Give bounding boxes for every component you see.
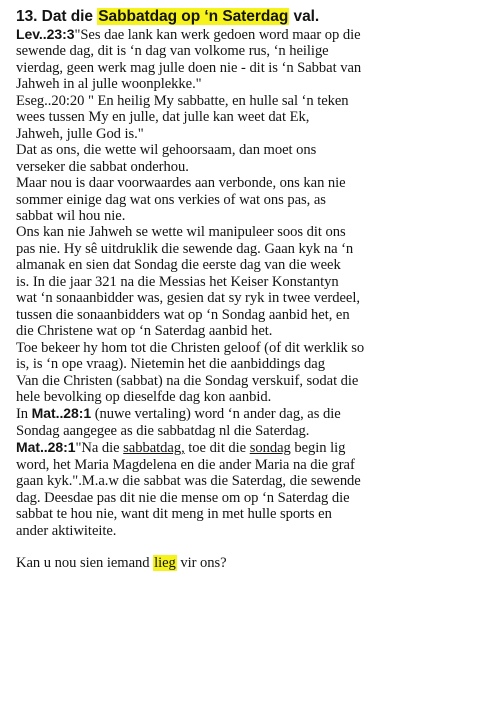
text-line: almanak en sien dat Sondag die eerste dag van die week — [16, 257, 341, 274]
text-line: Toe bekeer hy hom tot die Christen geloof (of dit werklik so — [16, 339, 365, 356]
section-heading — [16, 8, 494, 26]
closing-question: Kan u nou sien iemand lieg vir ons? — [16, 555, 227, 572]
text-line: verseker die sabbat onderhou. — [16, 158, 189, 175]
text-line: Jahweh in al julle woonplekke." — [16, 76, 202, 93]
text-line: Sondag aangegee as die sabbatdag nl die Saterdag. — [16, 422, 310, 439]
heading-highlight: Sabbatdag op ‘n Saterdag — [98, 8, 289, 25]
text-line: dag. Deesdae pas dit nie die mense om op ‘n Saterdag die — [16, 489, 350, 506]
scripture-ref-mat: Mat..28:1 — [31, 405, 92, 422]
text-line: ander aktiwiteite. — [16, 522, 117, 539]
text-line: vierdag, geen werk mag julle doen nie - dit is ‘n Sabbat van — [16, 59, 362, 76]
question-highlight: lieg — [154, 555, 176, 572]
heading-pre: Dat die — [41, 8, 98, 25]
text-line: Jahweh, julle God is." — [16, 125, 144, 142]
text-line: word, het Maria Magdelena en die ander Maria na die graf — [16, 456, 355, 473]
text-line: wees tussen My en julle, dat julle kan weet dat Ek, — [16, 109, 310, 126]
scripture-ref-lev: Lev..23:3 — [16, 26, 75, 42]
text-line: sewende dag, dit is ‘n dag van volkome rus, ‘n heilige — [16, 43, 329, 60]
scripture-ref-mat: Mat..28:1 — [16, 439, 76, 456]
text-line: pas nie. Hy sê uitdruklik die sewende dag. Gaan kyk na ‘n — [16, 240, 354, 257]
text-line: In Mat..28:1 (nuwe vertaling) word ‘n ander dag, as die — [16, 405, 341, 423]
text-line: Lev..23:3"Ses dae lank kan werk gedoen word maar op die — [16, 26, 361, 43]
text-line: Maar nou is daar voorwaardes aan verbonde, ons kan nie — [16, 175, 346, 192]
heading-number: 13. — [16, 8, 38, 25]
text-line: Mat..28:1"Na die sabbatdag, toe dit die sondag begin lig — [16, 439, 346, 457]
text-line: Van die Christen (sabbat) na die Sondag verskuif, sodat die — [16, 372, 359, 389]
text-line: tussen die sonaanbidders wat op ‘n Sondag aanbid het, en — [16, 306, 350, 323]
text-line: gaan kyk.".M.a.w die sabbat was die Saterdag, die sewende — [16, 473, 361, 490]
spacer — [16, 539, 494, 555]
text-line: sommer einige dag wat ons verkies of wat ons pas, as — [16, 191, 326, 208]
text-line: is, is ‘n ope vraag). Nietemin het die aanbiddings dag — [16, 356, 325, 373]
text-line: wat ‘n sonaanbidder was, gesien dat sy ryk in twee verdeel, — [16, 290, 360, 307]
text-line: sabbat wil hou nie. — [16, 207, 126, 224]
text-line: die Christene wat op ‘n Saterdag aanbid het. — [16, 323, 273, 340]
text-line: Dat as ons, die wette wil gehoorsaam, dan moet ons — [16, 142, 317, 159]
text-line: is. In die jaar 321 na die Messias het Keiser Konstantyn — [16, 273, 339, 290]
text-line: sabbat te hou nie, want dit meng in met hulle sports en — [16, 506, 332, 523]
text-line: hele bevolking op dieselfde dag kon aanbid. — [16, 388, 272, 405]
underlined-word: sondag — [249, 440, 291, 457]
text-line: Eseg..20:20 " En heilig My sabbatte, en hulle sal ‘n teken — [16, 92, 349, 109]
underlined-word: sabbatdag, — [123, 440, 185, 457]
text-line: Ons kan nie Jahweh se wette wil manipuleer soos dit ons — [16, 224, 346, 241]
heading-post: val. — [289, 8, 320, 25]
